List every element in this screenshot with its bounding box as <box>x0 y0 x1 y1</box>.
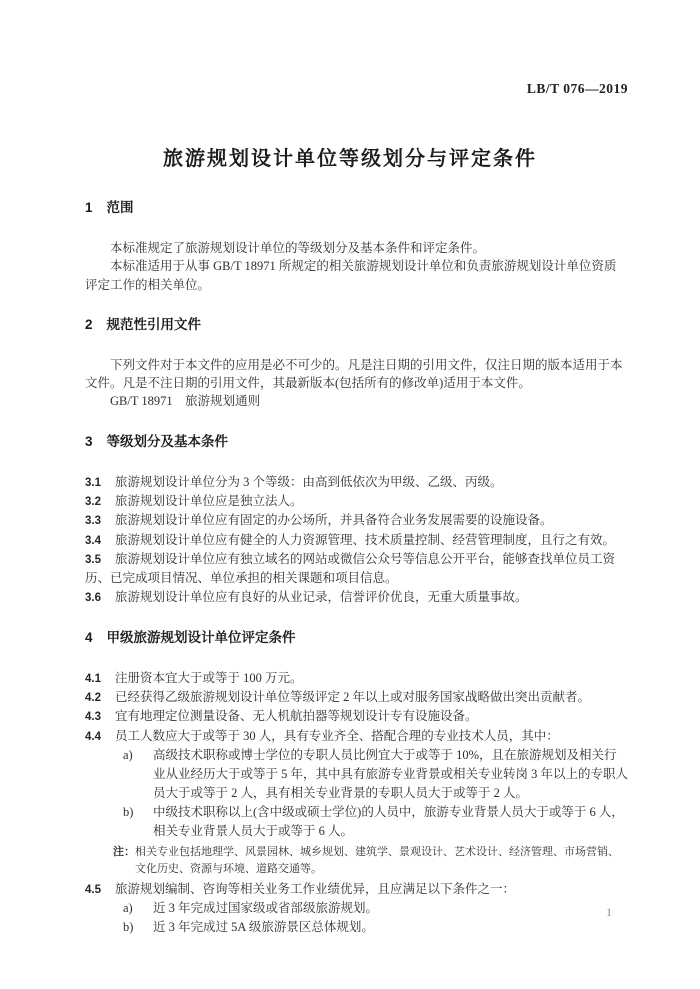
clause-4-3 <box>85 707 628 726</box>
section-number: 3 <box>85 433 93 449</box>
clause-4-2 <box>85 688 628 707</box>
note-related-majors <box>113 844 628 877</box>
subitem-text: 近 3 年完成过国家级或省部级旅游规划。 <box>153 901 379 916</box>
subitem-label: a) <box>123 748 133 763</box>
section-heading <box>85 433 628 450</box>
clause-4-5 <box>85 880 628 899</box>
subitem-4-4-a <box>123 746 628 803</box>
paragraph: 本标准适用于从事 GB/T 18971 所规定的相关旅游规划设计单位和负责旅游规划设计单位资质评定工作的相关单位。 <box>85 259 617 292</box>
clause-number: 3.2 <box>85 496 101 509</box>
clause-text: 旅游规划设计单位分为 3 个等级：由高到低依次为甲级、乙级、丙级。 <box>115 474 503 489</box>
clause-number: 4.3 <box>85 711 101 724</box>
clause-text: 已经获得乙级旅游规划设计单位等级评定 2 年以上或对服务国家战略做出突出贡献者。 <box>115 690 591 705</box>
clause-4-1 <box>85 669 628 688</box>
clause-number: 3.3 <box>85 515 101 528</box>
section-number: 2 <box>85 316 93 332</box>
section-heading <box>85 316 628 333</box>
clause-number: 3.4 <box>85 534 101 547</box>
clause-text: 旅游规划设计单位应是独立法人。 <box>115 494 303 509</box>
clause-4-4 <box>85 727 628 746</box>
standard-code: LB/T 076—2019 <box>526 81 628 96</box>
section-normative-references <box>85 316 628 411</box>
subitem-label: a) <box>123 901 133 916</box>
subitem-text: 近 3 年完成过 5A 级旅游景区总体规划。 <box>153 920 374 935</box>
clause-text: 员工人数应大于或等于 30 人，具有专业齐全、搭配合理的专业技术人员，其中： <box>115 728 559 743</box>
subitem-text: 中级技术职称以上(含中级或硕士学位)的人员中，旅游专业背景人员大于或等于 6 人，相关专业背景人员大于或等于 6 人。 <box>153 805 624 839</box>
note-label: 注： <box>113 846 135 859</box>
document-body <box>85 199 628 937</box>
clause-text: 旅游规划设计单位应有固定的办公场所，并具备符合业务发展需要的设施设备。 <box>115 513 553 528</box>
clause-number: 3.5 <box>85 553 101 566</box>
clause-3-2 <box>85 492 628 511</box>
paragraph: 本标准规定了旅游规划设计单位的等级划分及基本条件和评定条件。 <box>110 241 486 255</box>
section-title: 等级划分及基本条件 <box>106 433 229 449</box>
clause-number: 4.5 <box>85 884 101 897</box>
note-text: 相关专业包括地理学、风景园林、城乡规划、建筑学、景观设计、艺术设计、经济管理、市场营销、文化历史、资源与环境、道路交通等。 <box>135 846 619 875</box>
section-grade-a-conditions <box>85 629 628 937</box>
clause-text: 旅游规划设计单位应有健全的人力资源管理、技术质量控制、经营管理制度，且行之有效。 <box>115 532 616 547</box>
paragraph: 下列文件对于本文件的应用是必不可少的。凡是注日期的引用文件，仅注日期的版本适用于本文件。凡是不注日期的引用文件，其最新版本(包括所有的修改单)适用于本文件。 <box>85 357 623 391</box>
clause-number: 3.1 <box>85 476 101 489</box>
section-heading <box>85 629 628 646</box>
clause-text: 注册资本宜大于或等于 100 万元。 <box>115 670 303 685</box>
clause-number: 4.4 <box>85 730 101 743</box>
clause-text: 宜有地理定位测量设备、无人机航拍器等规划设计专有设施设备。 <box>115 709 478 724</box>
subitem-text: 高级技术职称或博士学位的专职人员比例宜大于或等于 10%，且在旅游规划及相关行业从业经历大于或等于 5 年，其中具有旅游专业背景或相关专业转岗 3 年以上的专职人员大于或等于 2 人，具有相关专业背景的专职人员大于或等于 2 人。 <box>153 748 629 801</box>
subitem-4-5-b <box>123 918 628 937</box>
subitem-4-4-b <box>123 803 628 841</box>
section-title: 范围 <box>106 200 134 215</box>
section-grades-basic-conditions <box>85 433 628 607</box>
clause-text: 旅游规划设计单位应有良好的从业记录，信誉评价优良，无重大质量事故。 <box>115 589 528 604</box>
clause-3-5 <box>85 550 628 588</box>
section-title: 规范性引用文件 <box>106 316 202 332</box>
section-scope <box>85 199 628 294</box>
subitem-4-5-a <box>123 899 628 918</box>
clause-number: 4.2 <box>85 692 101 705</box>
referenced-standard: GB/T 18971 旅游规划通则 <box>110 394 261 409</box>
subitem-label: b) <box>123 805 134 820</box>
document-title: 旅游规划设计单位等级划分与评定条件 <box>163 148 537 170</box>
section-title: 甲级旅游规划设计单位评定条件 <box>106 629 296 645</box>
section-heading <box>85 199 628 216</box>
clause-3-6 <box>85 588 628 607</box>
page-number: 1 <box>606 905 612 919</box>
clause-3-3 <box>85 511 628 530</box>
section-number: 1 <box>85 200 93 215</box>
clause-3-1 <box>85 473 628 492</box>
subitem-label: b) <box>123 920 134 935</box>
clause-3-4 <box>85 531 628 550</box>
clause-text: 旅游规划编制、咨询等相关业务工作业绩优异，且应满足以下条件之一： <box>115 882 516 897</box>
section-number: 4 <box>85 629 93 645</box>
clause-number: 3.6 <box>85 591 101 604</box>
clause-number: 4.1 <box>85 672 101 685</box>
clause-text: 旅游规划设计单位应有独立域名的网站或微信公众号等信息公开平台，能够查找单位员工资历、已完成项目情况、单位承担的相关课题和项目信息。 <box>85 551 616 586</box>
